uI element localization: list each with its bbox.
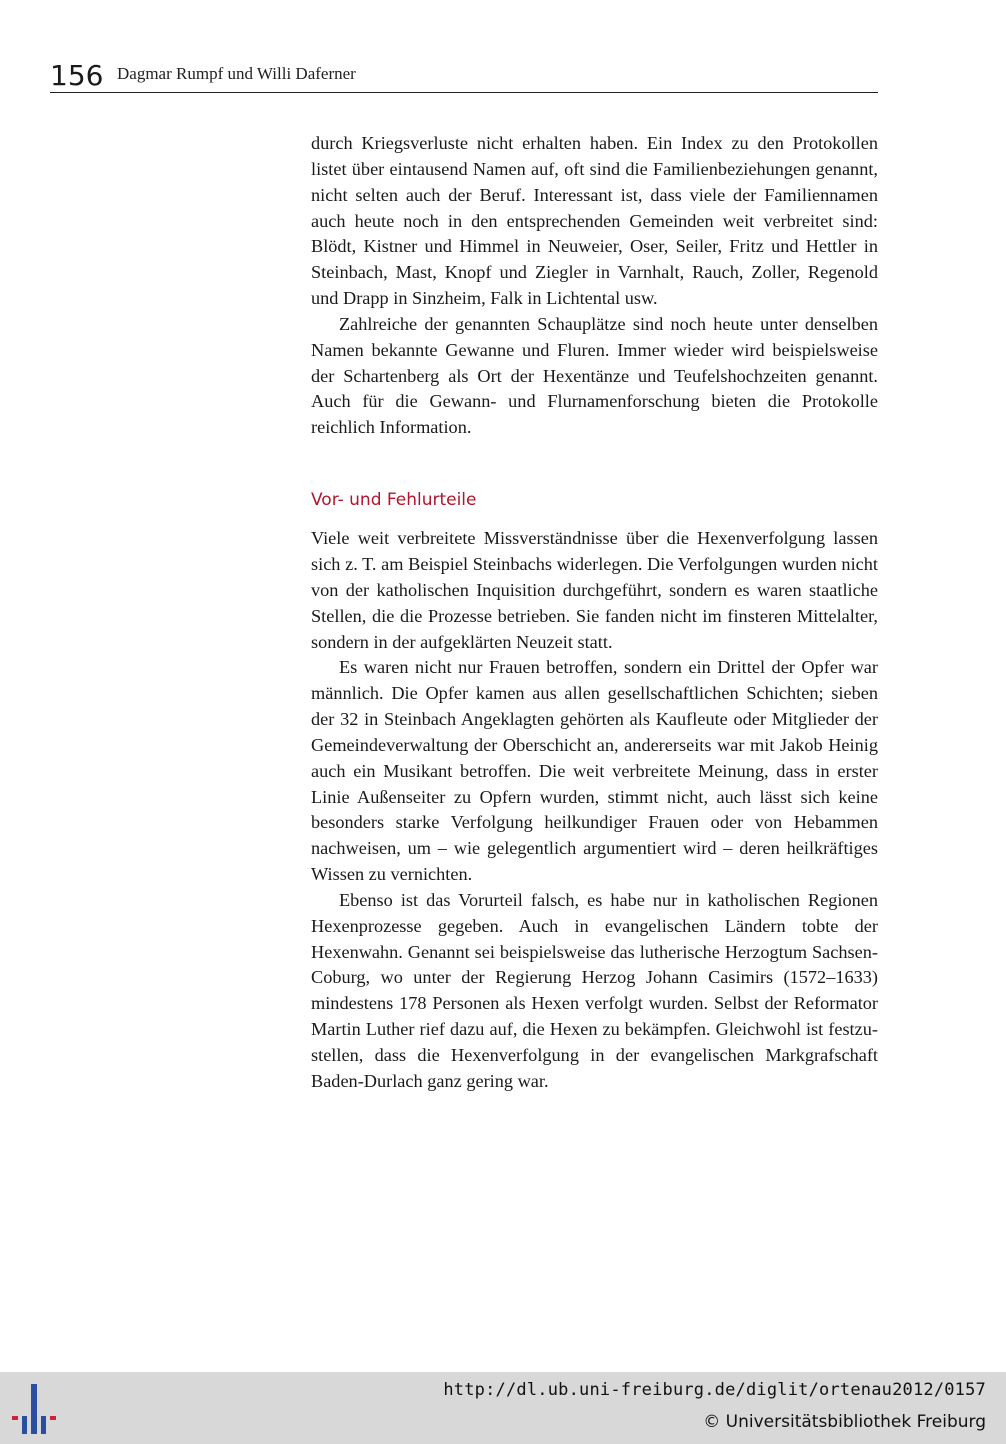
paragraph: durch Kriegsverluste nicht erhalten haben. Ein Index zu den Protokollen listet über eintausend Namen auf, oft sind die Familienbeziehungen genannt, nicht selten auch der Beruf. Interessant ist, dass viele der Familiennamen auch heute noch in den entsprechenden Gemeinden weit verbreitet sind: Blödt, Kistner und Himmel in Neuweier, Oser, Seiler, Fritz und Hettler in Steinbach, Mast, Knopf und Ziegler in Varnhalt, Rauch, Zoller, Regenold und Drapp in Sinzheim, Falk in Lichtental usw. xyxy=(311,133,878,309)
copyright-notice: © Universitätsbibliothek Freiburg xyxy=(703,1412,986,1432)
ub-freiburg-logo-icon xyxy=(12,1384,64,1436)
source-url-link[interactable]: http://dl.ub.uni-freiburg.de/diglit/ortenau2012/0157 xyxy=(443,1380,986,1400)
footer-bar xyxy=(0,1372,1006,1444)
paragraph: Zahlreiche der genannten Schauplätze sind noch heute unter denselben Namen bekannte Gewanne und Fluren. Immer wieder wird beispielsweise der Schartenberg als Ort der Hexentänze und Teufelshochzeiten genannt. Auch für die Gewann- und Flurnamenforschung bieten die Protokolle reichlich Information. xyxy=(311,313,878,438)
paragraph: Ebenso ist das Vorurteil falsch, es habe nur in katholischen Regionen Hexenprozesse gegeben. Auch in evangelischen Ländern tobte der Hexenwahn. Genannt sei beispielsweise das lutherische Herzogtum Sachsen-Coburg, wo unter der Regierung Herzog Johann Casimirs (1572–1633) mindestens 178 Personen als Hexen verfolgt wurden. Selbst der Reformator Martin Luther rief dazu auf, die Hexen zu bekämpfen. Gleichwohl ist festzustellen, dass die Hexenverfolgung in der evangelischen Markgrafschaft Baden-Durlach ganz gering war. xyxy=(311,889,878,1091)
paragraph: Viele weit verbreitete Missverständnisse über die Hexenverfolgung lassen sich z. T. am Beispiel Steinbachs widerlegen. Die Verfolgungen wurden nicht von der katholischen Inquisition durchgeführt, sondern es waren staatliche Stellen, die die Prozesse betrieben. Sie fanden nicht im finsteren Mittelalter, sondern in der aufgeklärten Neuzeit statt. xyxy=(311,528,878,652)
running-title: Dagmar Rumpf und Willi Daferner xyxy=(117,64,356,83)
page-number: 156 xyxy=(50,59,104,92)
paragraph: Es waren nicht nur Frauen betroffen, sondern ein Drittel der Opfer war männlich. Die Opfer kamen aus allen gesellschaftlichen Schichten; sieben der 32 in Steinbach Angeklagten gehörten als Kaufleute oder Mitglieder der Gemeindeverwaltung der Oberschicht an, andererseits war mit Jakob Heinig auch ein Musikant betroffen. Die weit verbreitete Meinung, dass in erster Linie Außenseiter zu Opfern wurden, stimmt nicht, auch lässt sich keine besonders starke Verfolgung heilkundiger Frauen oder von Hebammen nachweisen, um – wie gelegentlich argumentiert wird – deren heilkräftiges Wissen zu vernichten. xyxy=(311,657,878,885)
section-heading: Vor- und Fehlurteile xyxy=(311,490,477,511)
body-text xyxy=(311,131,878,1095)
running-header xyxy=(50,60,878,93)
